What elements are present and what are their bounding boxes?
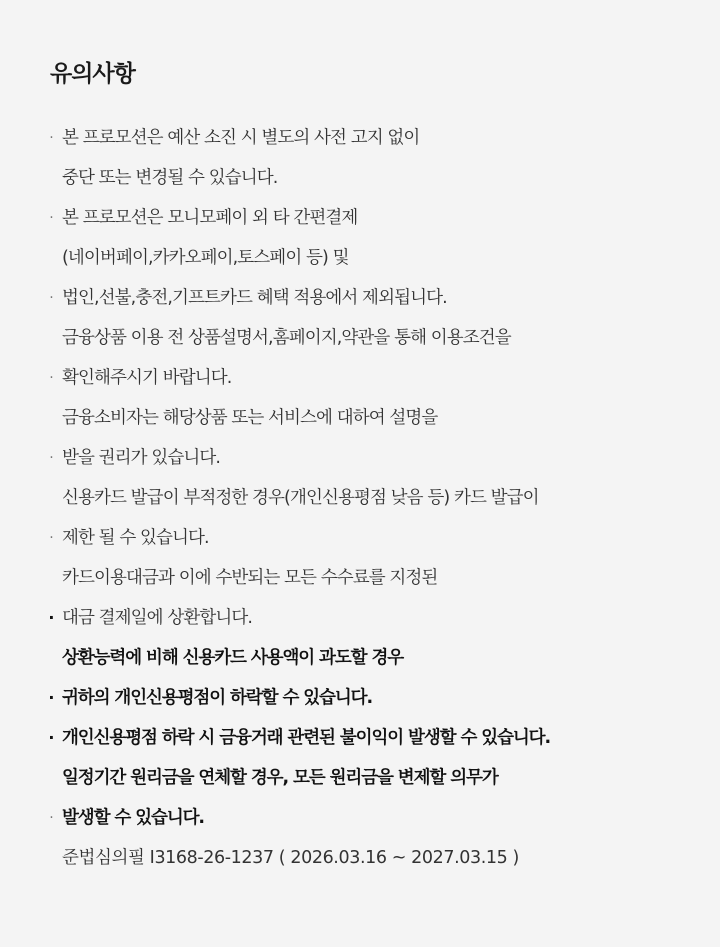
notice-text: 제한 될 수 있습니다. — [62, 528, 209, 548]
notice-line — [0, 398, 720, 438]
notice-text: 신용카드 발급이 부적정한 경우(개인신용평점 낮음 등) 카드 발급이 — [62, 488, 539, 508]
compliance-number — [0, 838, 720, 878]
bullet-dot: · — [49, 370, 53, 386]
notice-line — [0, 118, 720, 158]
bullet-dot: · — [48, 688, 54, 707]
notice-text: 금융소비자는 해당상품 또는 서비스에 대하여 설명을 — [62, 408, 438, 428]
notice-line — [0, 278, 720, 318]
notice-text: (네이버페이,카카오페이,토스페이 등) 및 — [62, 248, 349, 268]
bullet-dot: · — [48, 608, 54, 627]
notice-line — [0, 558, 720, 598]
notice-text: 본 프로모션은 예산 소진 시 별도의 사전 고지 없이 — [62, 128, 420, 148]
bullet-dot: · — [48, 728, 54, 747]
compliance-text: 준법심의필 I3168-26-1237 ( 2026.03.16 ~ 2027.03.15 ) — [62, 848, 519, 868]
notice-line — [0, 438, 720, 478]
bullet-dot: · — [49, 810, 53, 826]
bullet-dot: · — [49, 290, 53, 306]
notice-text: 귀하의 개인신용평점이 하락할 수 있습니다. — [62, 688, 373, 708]
notice-line-emphasis — [0, 758, 720, 798]
notice-line — [0, 358, 720, 398]
notice-text: 카드이용대금과 이에 수반되는 모든 수수료를 지정된 — [62, 568, 438, 588]
bullet-dot: · — [49, 130, 53, 146]
notice-line-emphasis — [0, 638, 720, 678]
notice-line — [0, 198, 720, 238]
notice-text: 대금 결제일에 상환합니다. — [62, 608, 253, 628]
notice-line — [0, 238, 720, 278]
notice-text: 개인신용평점 하락 시 금융거래 관련된 불이익이 발생할 수 있습니다. — [62, 728, 551, 748]
notice-line — [0, 318, 720, 358]
notice-text: 받을 권리가 있습니다. — [62, 448, 221, 468]
notice-text: 일정기간 원리금을 연체할 경우, 모든 원리금을 변제할 의무가 — [62, 768, 498, 788]
notice-line-emphasis — [0, 678, 720, 718]
notice-text: 상환능력에 비해 신용카드 사용액이 과도할 경우 — [62, 648, 404, 668]
notice-line — [0, 598, 720, 638]
notice-line-emphasis — [0, 718, 720, 758]
bullet-dot: · — [49, 450, 53, 466]
bullet-dot: · — [49, 210, 53, 226]
page-title: 유의사항 — [50, 61, 135, 87]
notice-list — [0, 118, 720, 878]
notice-text: 법인,선불,충전,기프트카드 혜택 적용에서 제외됩니다. — [62, 288, 447, 308]
notice-line — [0, 518, 720, 558]
notice-text: 금융상품 이용 전 상품설명서,홈페이지,약관을 통해 이용조건을 — [62, 328, 511, 348]
notice-text: 중단 또는 변경될 수 있습니다. — [62, 168, 278, 188]
notice-text: 발생할 수 있습니다. — [62, 808, 204, 828]
bullet-dot: · — [49, 530, 53, 546]
notice-line — [0, 158, 720, 198]
notice-text: 본 프로모션은 모니모페이 외 타 간편결제 — [62, 208, 358, 228]
notice-line — [0, 478, 720, 518]
notice-line-emphasis — [0, 798, 720, 838]
notice-text: 확인해주시기 바랍니다. — [62, 368, 232, 388]
